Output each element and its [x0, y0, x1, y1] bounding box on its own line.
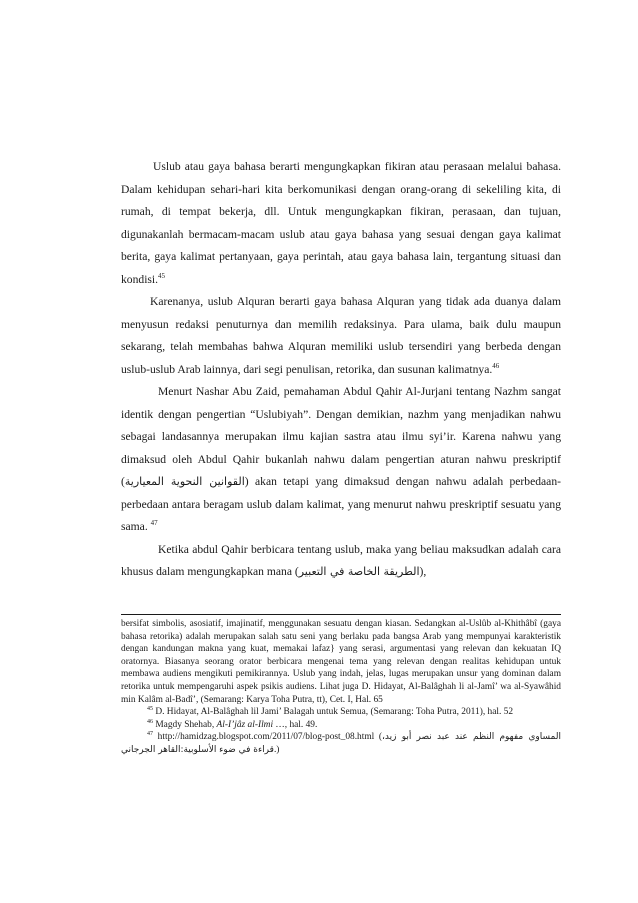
footnote-45: $^{45}$ D. Hidayat, Al-Balâghah lil Jami’ Balagah untuk Semua, (Semarang: Toha Putra, 2011), hal. 52 [147, 706, 514, 718]
paragraph-uslub-definition: Uslub atau gaya bahasa berarti mengungkapkan fikiran atau perasaan melalui bahasa. Dalam kehidupan sehari-hari kita berkomunikasi dengan orang-orang di sekeliling kita, di rumah, di tempat bekerja, dll. Untuk mengungkapkan fikiran, perasaan, dan tujuan, digunakanlah bermacam-macam uslub atau gaya bahasa yang sesuai dengan gaya kalimat berita, gaya kalimat pertanyaan, gaya perintah, atau gaya bahasa lain, tergantung situasi dan kondisi.$^{45}$ [121, 160, 561, 286]
footnote-ref-45: 45 [158, 271, 166, 280]
paragraph-uslub-alquran: Karenanya, uslub Alquran berarti gaya bahasa Alquran yang tidak ada duanya dalam menyusun redaksi penuturnya dan memilih redaksinya. Para ulama, baik dulu maupun sekarang, telah membahas bahwa Alquran memiliki uslub tersendiri yang berbeda dengan uslub-uslub Arab lainnya, dari segi penulisan, retorika, dan susunan kalimatnya.$^{46}$ [121, 295, 561, 376]
footnotes [121, 618, 561, 757]
footnote-47: $^{47}$ http://hamidzag.blogspot.com/2011/07/blog-post_08.html (المساوي مفهوم النظم عند عبد نصر أبو زيد، قراءة في ضوء الأسلوبية:القاهر الجرجاني.) [121, 731, 561, 755]
footnote-47-url: http://hamidzag.blogspot.com/2011/07/blog-post_08.html ( [157, 732, 383, 743]
footnote-47-arabic: المساوي مفهوم النظم عند عبد نصر أبو زيد، قراءة في ضوء الأسلوبية:القاهر الجرجاني [121, 732, 561, 755]
arabic-term-prescriptive-rules: القوانين النحوية المعيارية [124, 475, 245, 488]
footnote-continuation: bersifat simbolis, asosiatif, imajinatif, menggunakan sesuatu dengan kiasan. Sedangkan al-Uslûb al-Khithâbî (gaya bahasa retorika) adalah merupakan salah satu seni yang berlaku pada bangsa Arab yang mempunyai karakteristik dengan kandungan makna yang kuat, memakai lafaz} yang serasi, argumentasi yang relevan dan kekuatan IQ oratornya. Biasanya seorang orator berbicara mengenai tema yang relevan dengan realitas kehidupan untuk membawa audiens mengikuti pemikirannya. Uslub yang indah, jelas, lugas merupakan unsur yang dominan dalam retorika untuk mempengaruhi aspek psikis audiens. Lihat juga D. Hidayat, Al-Balâghah li al-Jamî’ wa al-Syawâhid min Kalâm al-Badî’, (Semarang: Karya Toha Putra, tt), Cet. I, Hal. 65 [121, 619, 561, 705]
footnote-ref-46: 46 [492, 361, 500, 370]
main-text [121, 156, 561, 584]
arabic-term-special-method: الطريقة الخاصة في التعبير [298, 565, 420, 578]
footnote-separator [121, 614, 561, 615]
footnote-ref-47: 47 [150, 519, 158, 527]
footnote-46: $^{46}$ Magdy Shehab, Al-I’jâz al-Ilmi …, hal. 49. [147, 718, 318, 730]
paragraph-nazhm: Menurt Nashar Abu Zaid, pemahaman Abdul Qahir Al-Jurjani tentang Nazhm sangat identik dengan pengertian “Uslubiyah”. Dengan demikian, nazhm yang menjadikan nahwu sebagai landasannya merupakan ilmu kajian sastra atau ilmu syi’ir. Karena nahwu yang dimaksud oleh Abdul Qahir bukanlah nahwu dalam pengertian aturan nahwu preskriptif (القوانين النحوية المعيارية) akan tetapi yang dimaksud dengan nahwu adalah perbedaan-perbedaan antara beragam uslub dalam kalimat, yang menurut nahwu preskriptif sesuatu yang sama. $^{47}$ [121, 385, 561, 533]
paragraph-abdul-qahir: Ketika abdul Qahir berbicara tentang uslub, maka yang beliau maksudkan adalah cara khusus dalam mengungkapkan mana (الطريقة الخاصة في التعبير), [121, 542, 561, 578]
